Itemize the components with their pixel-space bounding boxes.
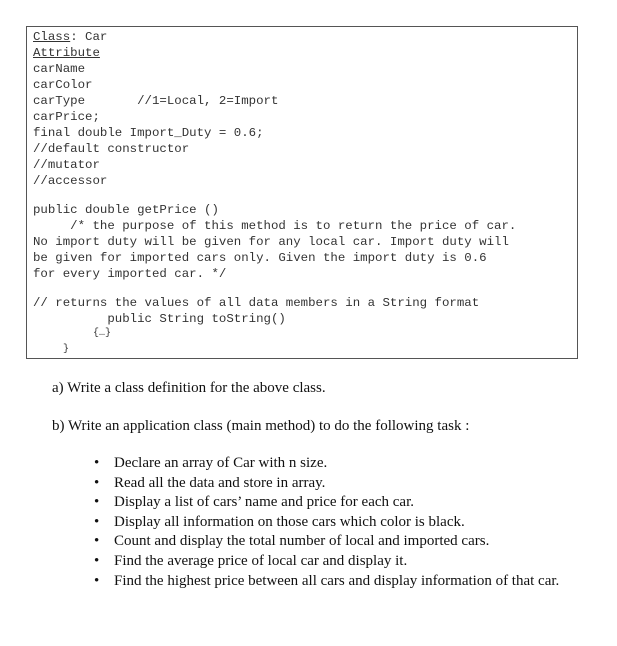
bullet-icon: • [94, 474, 100, 491]
task-list [92, 454, 592, 591]
code-line-import-duty: final double Import_Duty = 0.6; [33, 126, 264, 140]
bullet-icon: • [94, 572, 100, 589]
code-line-to-string: public String toString() [33, 312, 286, 326]
list-item: • Find the average price of local car and display it. [92, 552, 592, 572]
code-line-to-string-body: {…} [33, 328, 112, 339]
code-line-mutator: //mutator [33, 158, 100, 172]
bullet-icon: • [94, 533, 100, 550]
code-line-car-color: carColor [33, 78, 93, 92]
code-line-accessor: //accessor [33, 174, 108, 188]
code-line-closing-brace: } [33, 344, 70, 355]
bullet-icon: • [94, 513, 100, 530]
code-line-car-type: carType //1=Local, 2=Import [33, 94, 279, 108]
code-line-default-constructor: //default constructor [33, 142, 190, 156]
list-item: • Count and display the total number of local and imported cars. [92, 532, 592, 552]
code-line-comment-2: No import duty will be given for any local car. Import duty will [33, 235, 509, 249]
code-line-returns-comment: // returns the values of all data members in a String format [33, 296, 480, 310]
list-item: • Find the highest price between all cars and display information of that car. [92, 572, 592, 592]
question-a: a) Write a class definition for the above class. [52, 380, 326, 396]
code-line-comment-3: be given for imported cars only. Given the import duty is 0.6 [33, 251, 487, 265]
question-b: b) Write an application class (main method) to do the following task : [52, 418, 470, 434]
code-line-get-price: public double getPrice () [33, 203, 219, 217]
class-header [33, 29, 107, 45]
bullet-icon: • [94, 552, 100, 569]
code-box [26, 26, 578, 359]
list-item: • Declare an array of Car with n size. [92, 454, 592, 474]
list-item: • Read all the data and store in array. [92, 474, 592, 494]
code-line-comment-1: /* the purpose of this method is to return the price of car. [33, 219, 517, 233]
class-name: : Car [70, 30, 108, 44]
attribute-heading: Attribute [33, 46, 100, 60]
list-item: • Display a list of cars’ name and price for each car. [92, 493, 592, 513]
code-line-car-name: carName [33, 62, 86, 76]
class-label: Class [33, 30, 71, 44]
list-item: • Display all information on those cars which color is black. [92, 513, 592, 533]
code-line-car-price: carPrice; [33, 110, 100, 124]
bullet-icon: • [94, 494, 100, 511]
code-line-comment-4: for every imported car. */ [33, 267, 227, 281]
bullet-icon: • [94, 455, 100, 471]
